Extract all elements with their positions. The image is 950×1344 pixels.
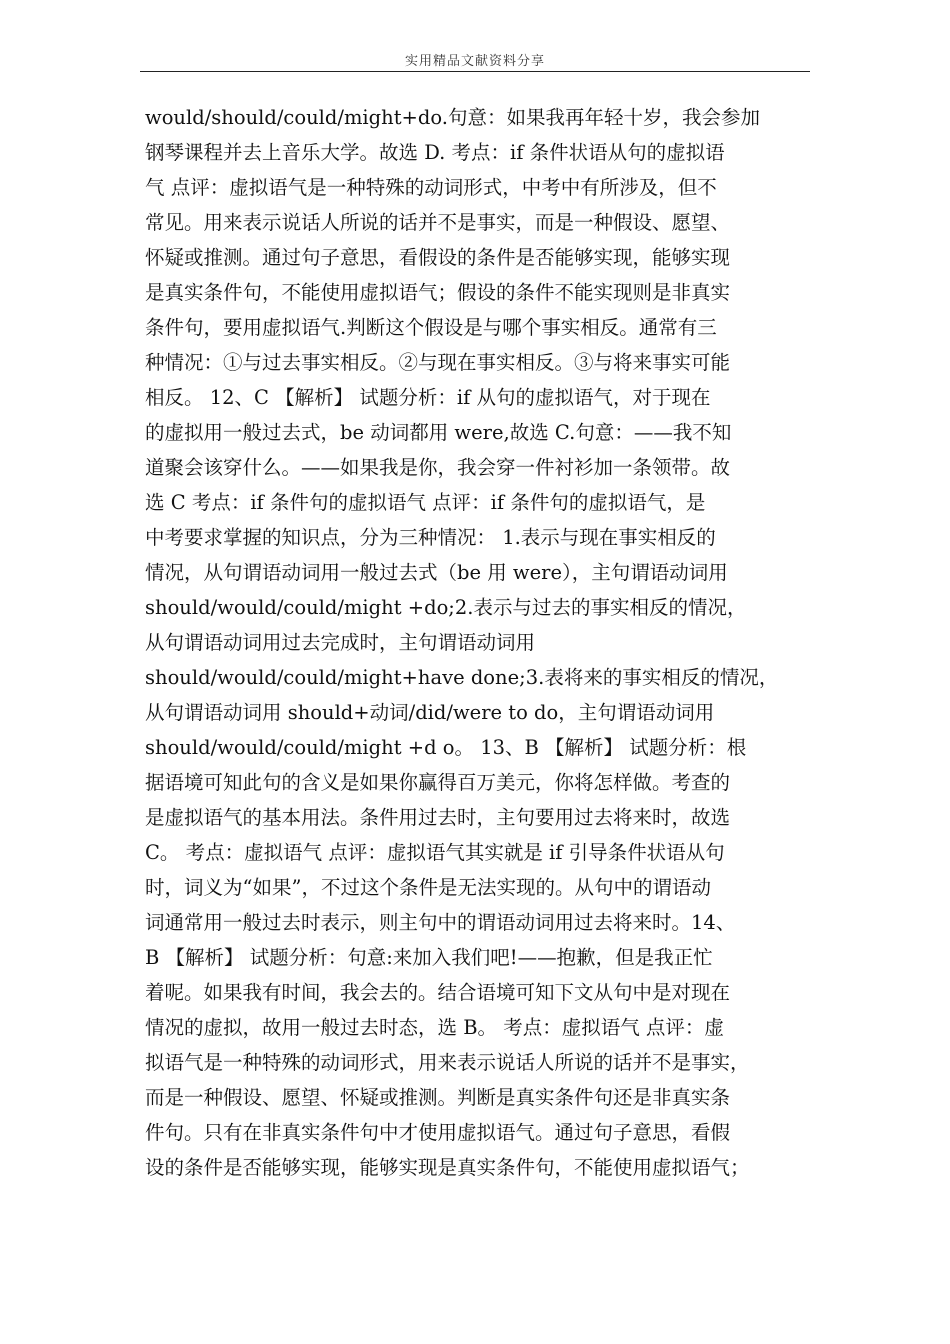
text-line: should/would/could/might +d o。 13、B 【解析】 试题分析：根 [145, 736, 747, 759]
text-line: 情况，从句谓语动词用一般过去式（be 用 were），主句谓语动词用 [145, 561, 728, 584]
text-line: 常见。用来表示说话人所说的话并不是事实，而是一种假设、愿望、 [145, 211, 731, 234]
text-line: 道聚会该穿什么。——如果我是你，我会穿一件衬衫加一条领带。故 [145, 456, 731, 479]
text-line: 怀疑或推测。通过句子意思，看假设的条件是否能够实现，能够实现 [145, 246, 731, 269]
text-line: 钢琴课程并去上音乐大学。故选 D. 考点：if 条件状语从句的虚拟语 [145, 141, 725, 164]
text-line: 时，词义为“如果”，不过这个条件是无法实现的。从句中的谓语动 [145, 876, 711, 899]
text-line: 条件句，要用虚拟语气.判断这个假设是与哪个事实相反。通常有三 [145, 316, 717, 339]
text-line: should/would/could/might+have done;3.表将来的事实相反的情况， [145, 666, 779, 689]
text-line: should/would/could/might +do;2.表示与过去的事实相反的情况， [145, 596, 747, 619]
text-line: 着呢。如果我有时间，我会去的。结合语境可知下文从句中是对现在 [145, 981, 731, 1004]
text-line: 选 C 考点：if 条件句的虚拟语气 点评：if 条件句的虚拟语气，是 [145, 491, 706, 514]
text-line: 中考要求掌握的知识点，分为三种情况： 1.表示与现在事实相反的 [145, 526, 716, 549]
text-line: 拟语气是一种特殊的动词形式，用来表示说话人所说的话并不是事实， [145, 1051, 750, 1074]
body-text [145, 100, 815, 1185]
text-line: 是真实条件句，不能使用虚拟语气；假设的条件不能实现则是非真实 [145, 281, 731, 304]
text-line: 气 点评：虚拟语气是一种特殊的动词形式，中考中有所涉及，但不 [145, 176, 717, 199]
text-line: C。 考点：虚拟语气 点评：虚拟语气其实就是 if 引导条件状语从句 [145, 841, 725, 864]
text-line: would/should/could/might+do.句意：如果我再年轻十岁，我会参加 [145, 106, 760, 129]
text-line: 是虚拟语气的基本用法。条件用过去时，主句要用过去将来时，故选 [145, 806, 731, 829]
text-line: 从句谓语动词用 should+动词/did/were to do，主句谓语动词用 [145, 701, 715, 724]
page-header: 实用精品文献资料分享 [404, 54, 545, 69]
text-line: 从句谓语动词用过去完成时，主句谓语动词用 [145, 631, 536, 654]
text-line: 据语境可知此句的含义是如果你赢得百万美元，你将怎样做。考查的 [145, 771, 731, 794]
text-line: 件句。只有在非真实条件句中才使用虚拟语气。通过句子意思，看假 [145, 1121, 731, 1144]
text-line: 种情况：①与过去事实相反。②与现在事实相反。③与将来事实可能 [145, 351, 731, 374]
text-line: B 【解析】 试题分析：句意:来加入我们吧!——抱歉，但是我正忙 [145, 946, 713, 969]
header-divider [140, 71, 810, 72]
text-line: 相反。 12、C 【解析】 试题分析：if 从句的虚拟语气，对于现在 [145, 386, 711, 409]
text-line: 的虚拟用一般过去式，be 动词都用 were,故选 C.句意：——我不知 [145, 421, 732, 444]
text-line: 而是一种假设、愿望、怀疑或推测。判断是真实条件句还是非真实条 [145, 1086, 731, 1109]
text-line: 情况的虚拟，故用一般过去时态，选 B。 考点：虚拟语气 点评：虚 [145, 1016, 724, 1039]
text-line: 词通常用一般过去时表示，则主句中的谓语动词用过去将来时。14、 [145, 911, 736, 934]
text-line: 设的条件是否能够实现，能够实现是真实条件句，不能使用虚拟语气； [145, 1156, 750, 1179]
